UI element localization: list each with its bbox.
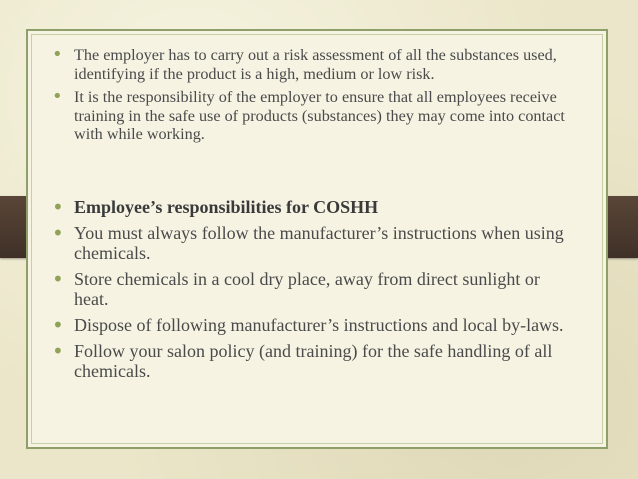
bullet-salon-policy: [52, 341, 572, 381]
employee-bullet-list: [52, 197, 572, 387]
bullet-dot-icon: •: [52, 44, 63, 65]
employer-bullet-list: [52, 46, 572, 149]
bullet-text: It is the responsibility of the employer to ensure that all employees receive training in the safe use of products (substances) they may come into contact with while working.: [74, 88, 565, 143]
bullet-text: Store chemicals in a cool dry place, away from direct sunlight or heat.: [74, 269, 540, 309]
bullet-dot-icon: •: [52, 313, 64, 337]
bullet-employer-training: [52, 88, 572, 144]
bullet-store-chemicals: [52, 269, 572, 309]
bullet-text: Follow your salon policy (and training) for the safe handling of all chemicals.: [74, 341, 553, 381]
bullet-dispose: [52, 315, 572, 335]
bullet-employee-heading: [52, 197, 572, 217]
bullet-dot-icon: •: [52, 267, 64, 291]
section-heading: Employee’s responsibilities for COSHH: [74, 197, 379, 217]
bullet-dot-icon: •: [52, 221, 64, 245]
bullet-dot-icon: •: [52, 86, 63, 107]
bullet-text: The employer has to carry out a risk assessment of all the substances used, identifying if the product is a high, medium or low risk.: [74, 46, 557, 83]
bullet-risk-assessment: [52, 46, 572, 83]
bullet-dot-icon: •: [52, 339, 64, 363]
bullet-text: Dispose of following manufacturer’s instructions and local by-laws.: [74, 315, 564, 335]
bullet-follow-instructions: [52, 223, 572, 263]
bullet-dot-icon: •: [52, 195, 64, 219]
bullet-text: You must always follow the manufacturer’s instructions when using chemicals.: [74, 223, 564, 263]
